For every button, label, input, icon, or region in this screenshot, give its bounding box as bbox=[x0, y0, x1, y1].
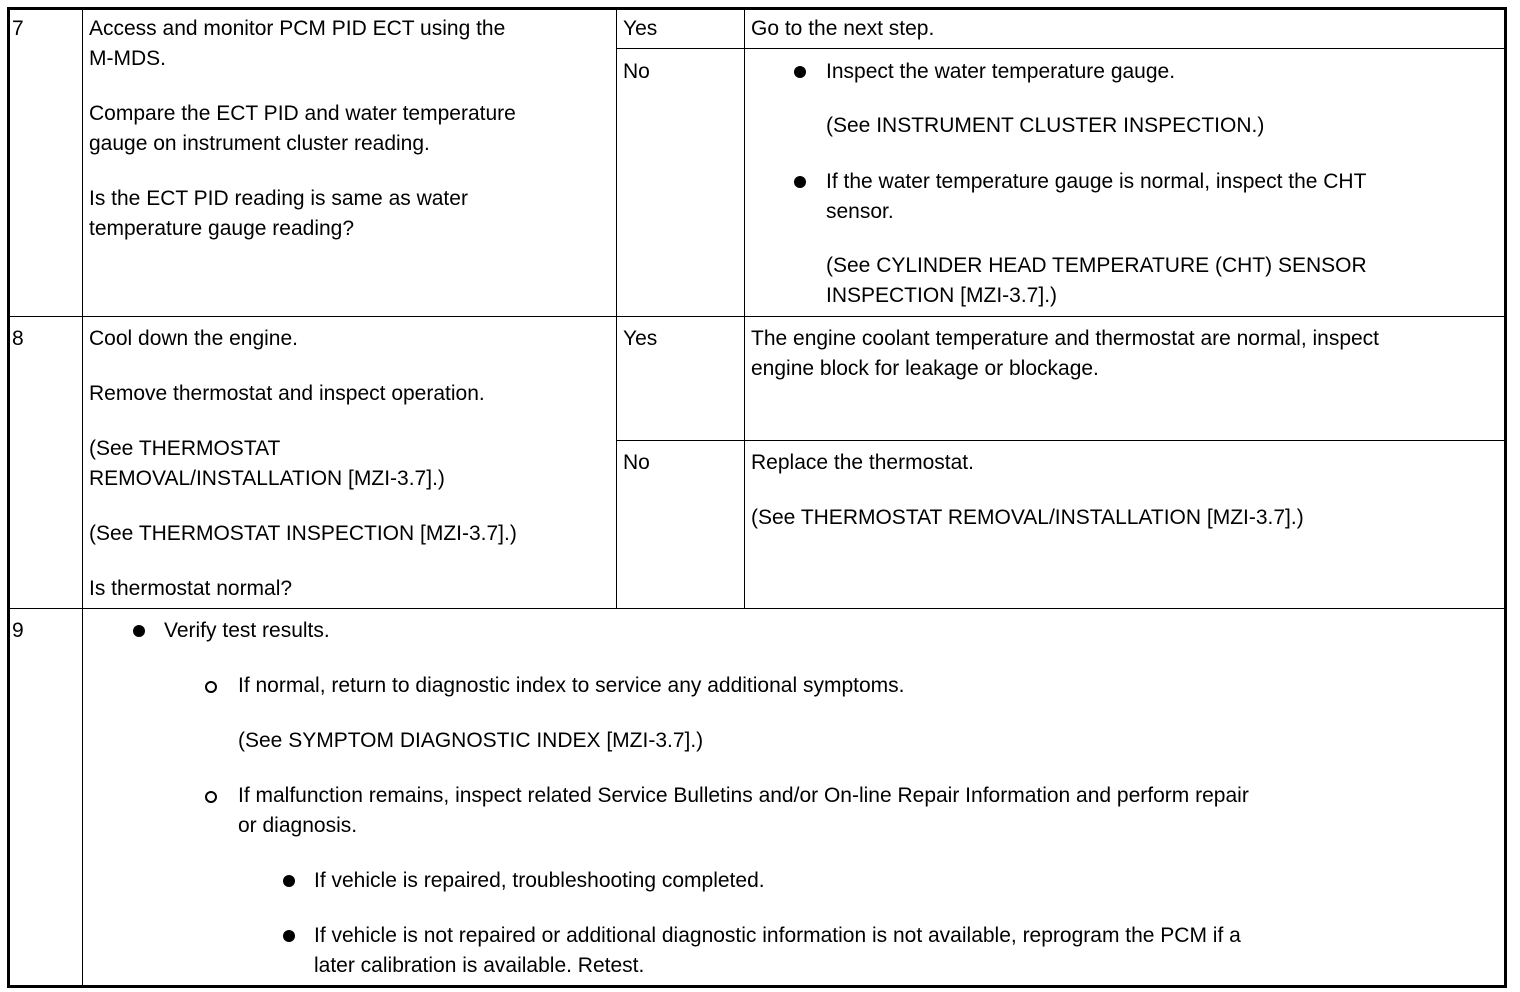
no-label: No bbox=[623, 451, 650, 474]
instruction: Verify test results. bbox=[164, 619, 330, 642]
instruction: If vehicle is not repaired or additional diagnostic information is not available, reprogram the PCM if a bbox=[314, 924, 1241, 947]
yes-no-divider bbox=[616, 48, 1507, 49]
yes-result: Go to the next step. bbox=[751, 17, 935, 40]
bullet-icon bbox=[794, 176, 806, 188]
yes-no-divider bbox=[616, 440, 1507, 441]
no-label: No bbox=[623, 60, 650, 83]
bullet-icon bbox=[133, 625, 145, 637]
action-line: REMOVAL/INSTALLATION [MZI-3.7].) bbox=[89, 467, 445, 490]
step-number: 7 bbox=[12, 17, 24, 40]
yes-label: Yes bbox=[623, 17, 658, 40]
action-line: Remove thermostat and inspect operation. bbox=[89, 382, 485, 405]
instruction: or diagnosis. bbox=[238, 814, 358, 837]
no-result: Inspect the water temperature gauge. bbox=[826, 60, 1176, 83]
reference: INSPECTION [MZI-3.7].) bbox=[826, 284, 1058, 307]
action-line: Is the ECT PID reading is same as water bbox=[89, 187, 468, 210]
step-number: 9 bbox=[12, 619, 24, 642]
column-divider bbox=[82, 7, 83, 988]
row-divider bbox=[7, 608, 1507, 609]
action-line: M-MDS. bbox=[89, 47, 166, 70]
bullet-icon bbox=[283, 875, 295, 887]
step-number: 8 bbox=[12, 327, 24, 350]
bullet-icon bbox=[794, 66, 806, 78]
no-result: Replace the thermostat. bbox=[751, 451, 974, 474]
bullet-icon bbox=[283, 930, 295, 942]
column-divider bbox=[744, 7, 745, 608]
circle-bullet-icon bbox=[205, 791, 217, 803]
column-divider bbox=[616, 7, 617, 608]
yes-label: Yes bbox=[623, 327, 658, 350]
action-line: Cool down the engine. bbox=[89, 327, 298, 350]
instruction: If malfunction remains, inspect related Service Bulletins and/or On-line Repair Information and perform repair bbox=[238, 784, 1249, 807]
instruction: If normal, return to diagnostic index to service any additional symptoms. bbox=[238, 674, 905, 697]
no-result: If the water temperature gauge is normal, inspect the CHT bbox=[826, 170, 1367, 193]
action-line: Compare the ECT PID and water temperature bbox=[89, 102, 516, 125]
action-line: Is thermostat normal? bbox=[89, 577, 293, 600]
action-line: gauge on instrument cluster reading. bbox=[89, 132, 430, 155]
reference: (See SYMPTOM DIAGNOSTIC INDEX [MZI-3.7].) bbox=[238, 729, 704, 752]
action-line: temperature gauge reading? bbox=[89, 217, 355, 240]
instruction: later calibration is available. Retest. bbox=[314, 954, 645, 977]
no-result: sensor. bbox=[826, 200, 894, 223]
instruction: If vehicle is repaired, troubleshooting completed. bbox=[314, 869, 765, 892]
action-line: Access and monitor PCM PID ECT using the bbox=[89, 17, 506, 40]
action-line: (See THERMOSTAT INSPECTION [MZI-3.7].) bbox=[89, 522, 517, 545]
reference: (See THERMOSTAT REMOVAL/INSTALLATION [MZI-3.7].) bbox=[751, 506, 1304, 529]
circle-bullet-icon bbox=[205, 681, 217, 693]
yes-result: The engine coolant temperature and thermostat are normal, inspect bbox=[751, 327, 1380, 350]
row-divider bbox=[7, 316, 1507, 317]
reference: (See INSTRUMENT CLUSTER INSPECTION.) bbox=[826, 114, 1265, 137]
yes-result: engine block for leakage or blockage. bbox=[751, 357, 1099, 380]
reference: (See CYLINDER HEAD TEMPERATURE (CHT) SENSOR bbox=[826, 254, 1367, 277]
action-line: (See THERMOSTAT bbox=[89, 437, 281, 460]
